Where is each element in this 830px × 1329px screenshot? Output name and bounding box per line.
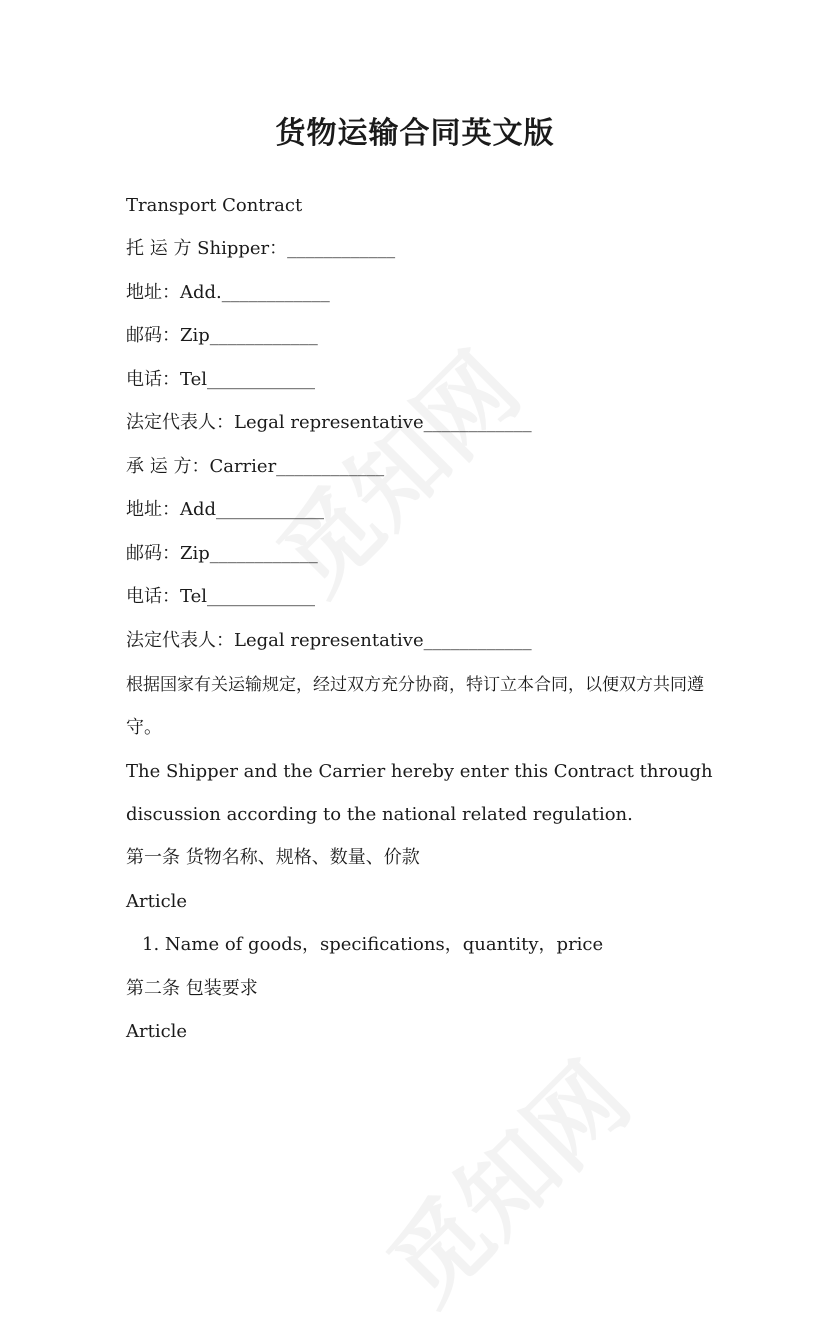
watermark-bottom [354,1028,655,1329]
document-title: 货物运输合同英文版 [275,116,555,151]
shipper-zip-line: 邮码：Zip____________ [126,325,318,346]
carrier-tel-line: 电话：Tel____________ [126,586,316,607]
shipper-tel-line: 电话：Tel____________ [126,369,316,390]
preamble-en-line-1: The Shipper and the Carrier hereby enter this Contract through [126,761,713,782]
preamble-en-line-2: discussion according to the national related regulation. [126,804,633,825]
shipper-line: 托 运 方 Shipper：____________ [126,238,396,259]
article-2-zh: 第二条 包装要求 [126,978,258,999]
carrier-zip-line: 邮码：Zip____________ [126,543,318,564]
shipper-representative-line: 法定代表人：Legal representative____________ [126,412,532,433]
preamble-zh-line-1: 根据国家有关运输规定，经过双方充分协商，特订立本合同，以便双方共同遵 [126,675,704,695]
carrier-line: 承 运 方：Carrier____________ [126,456,385,477]
article-1-zh: 第一条 货物名称、规格、数量、价款 [126,847,420,868]
preamble-zh-line-2: 守。 [126,717,162,738]
shipper-address-line: 地址：Add.____________ [126,282,330,303]
carrier-representative-line: 法定代表人：Legal representative____________ [126,630,532,651]
article-2-label: Article [126,1021,188,1042]
article-1-en: 1. Name of goods，specifications，quantity，price [142,934,604,955]
article-1-label: Article [126,891,188,912]
carrier-address-line: 地址：Add____________ [126,499,325,520]
contract-heading: Transport Contract [126,195,303,216]
